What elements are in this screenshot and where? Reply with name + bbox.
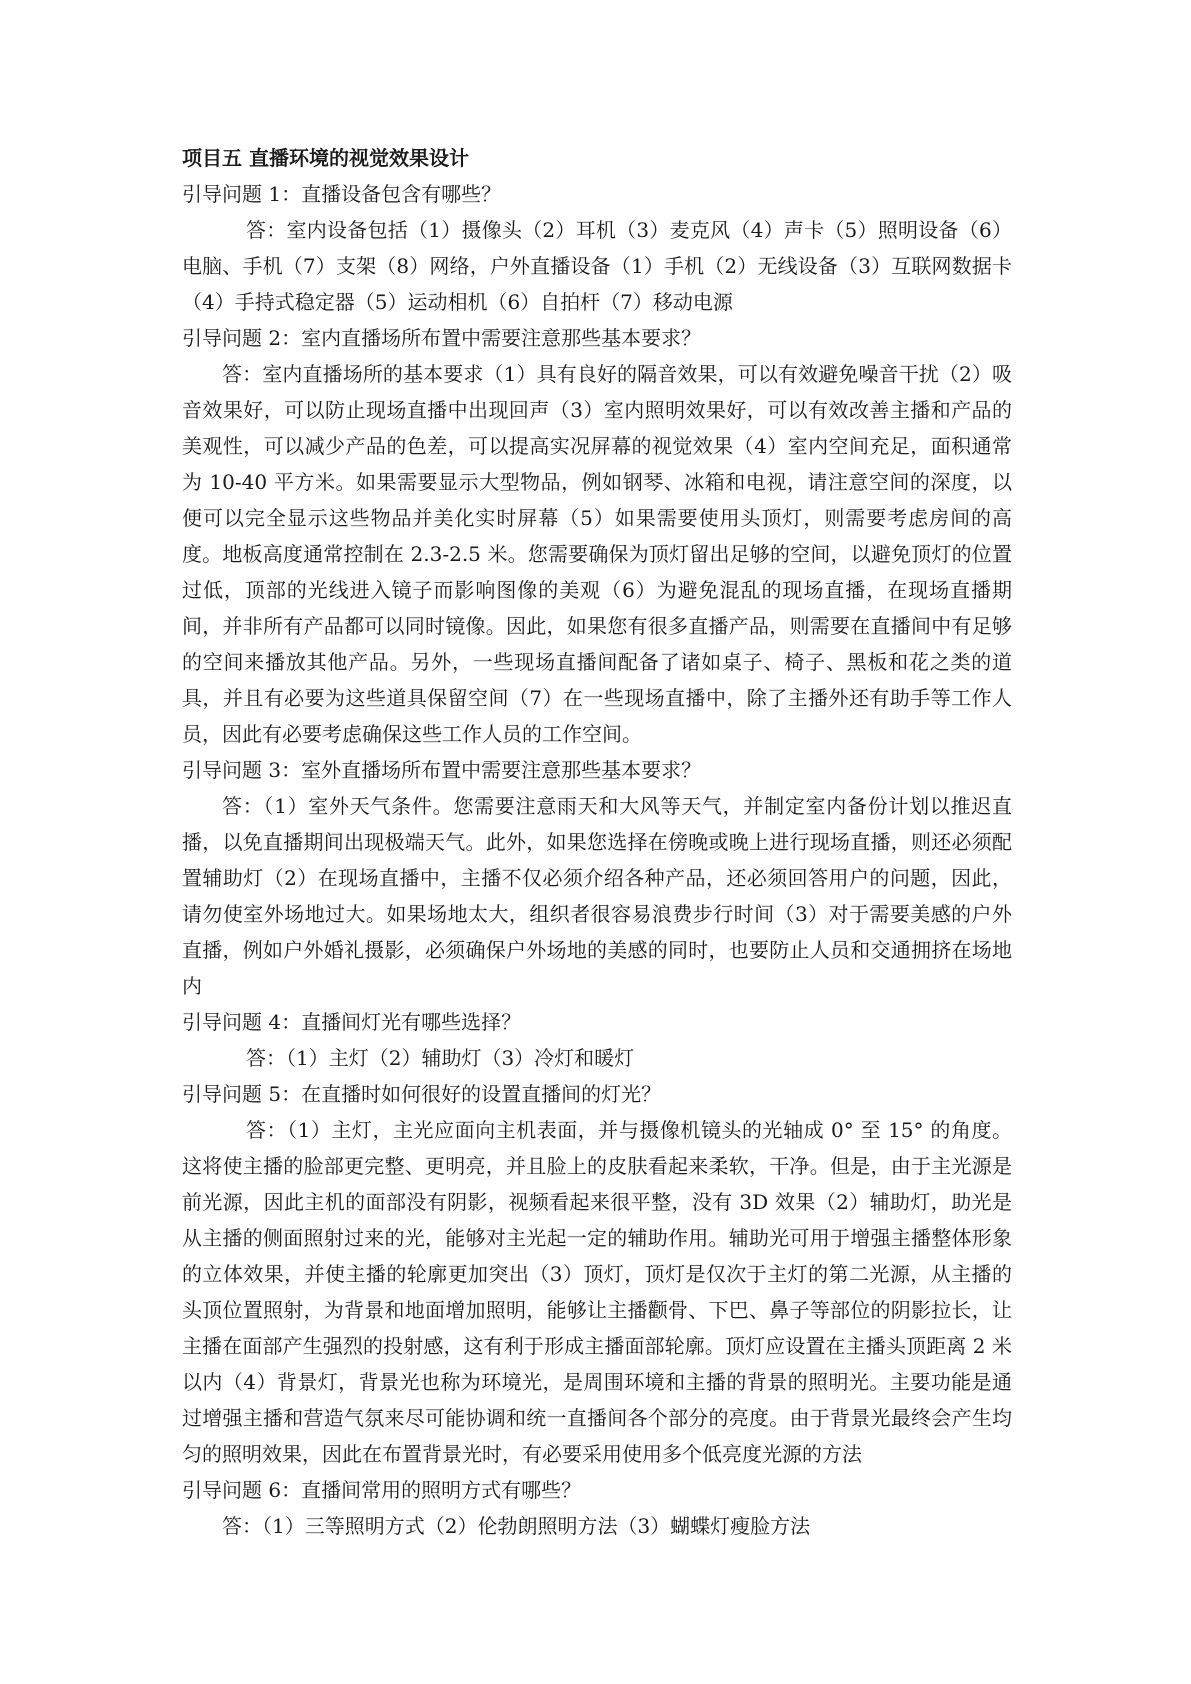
question-3: 引导问题 3：室外直播场所布置中需要注意那些基本要求？ [182, 758, 702, 782]
question-5: 引导问题 5：在直播时如何很好的设置直播间的灯光？ [182, 1082, 662, 1106]
answer-4: 答：（1）主灯（2）辅助灯（3）冷灯和暖灯 [246, 1046, 635, 1070]
question-2: 引导问题 2：室内直播场所布置中需要注意那些基本要求？ [182, 326, 702, 350]
answer-2: 答：室内直播场所的基本要求（1）具有良好的隔音效果，可以有效避免噪音干扰（2）吸音效果好，可以防止现场直播中出现回声（3）室内照明效果好，可以有效改善主播和产品的美观性，可以减少产品的色差，可以提高实况屏幕的视觉效果（4）室内空间充足，面积通常为 10-40 平方米。如果需要显示大型物品，例如钢琴、冰箱和电视，请注意空间的深度，以便可以完全显示这些物品并美化实时屏幕（5）如果需要使用头顶灯，则需要考虑房间的高度。地板高度通常控制在 2.3-2.5 米。您需要确保为顶灯留出足够的空间，以避免顶灯的位置过低，顶部的光线进入镜子而影响图像的美观（6）为避免混乱的现场直播，在现场直播期间，并非所有产品都可以同时镜像。因此，如果您有很多直播产品，则需要在直播间中有足够的空间来播放其他产品。另外，一些现场直播间配备了诸如桌子、椅子、黑板和花之类的道具，并且有必要为这些道具保留空间（7）在一些现场直播中，除了主播外还有助手等工作人员，因此有必要考虑确保这些工作人员的工作空间。 [182, 362, 1012, 746]
answer-3: 答：（1）室外天气条件。您需要注意雨天和大风等天气，并制定室内备份计划以推迟直播，以免直播期间出现极端天气。此外，如果您选择在傍晚或晚上进行现场直播，则还必须配置辅助灯（2）在现场直播中，主播不仅必须介绍各种产品，还必须回答用户的问题，因此，请勿使室外场地过大。如果场地太大，组织者很容易浪费步行时间（3）对于需要美感的户外直播，例如户外婚礼摄影，必须确保户外场地的美感的同时，也要防止人员和交通拥挤在场地内 [182, 794, 1012, 998]
document-page [182, 140, 1012, 1544]
question-1: 引导问题 1：直播设备包含有哪些？ [182, 182, 502, 206]
question-6: 引导问题 6：直播间常用的照明方式有哪些？ [182, 1478, 582, 1502]
question-4: 引导问题 4：直播间灯光有哪些选择？ [182, 1010, 522, 1034]
answer-6: 答：（1）三等照明方式（2）伦勃朗照明方法（3）蝴蝶灯瘦脸方法 [222, 1514, 811, 1538]
answer-1: 答：室内设备包括（1）摄像头（2）耳机（3）麦克风（4）声卡（5）照明设备（6）电脑、手机（7）支架（8）网络，户外直播设备（1）手机（2）无线设备（3）互联网数据卡（4）手持式稳定器（5）运动相机（6）自拍杆（7）移动电源 [182, 218, 1012, 314]
answer-5: 答：（1）主灯，主光应面向主机表面，并与摄像机镜头的光轴成 0° 至 15° 的角度。这将使主播的脸部更完整、更明亮，并且脸上的皮肤看起来柔软，干净。但是，由于主光源是前光源，因此主机的面部没有阴影，视频看起来很平整，没有 3D 效果（2）辅助灯，助光是从主播的侧面照射过来的光，能够对主光起一定的辅助作用。辅助光可用于增强主播整体形象的立体效果，并使主播的轮廓更加突出（3）顶灯，顶灯是仅次于主灯的第二光源，从主播的头顶位置照射，为背景和地面增加照明，能够让主播颧骨、下巴、鼻子等部位的阴影拉长，让主播在面部产生强烈的投射感，这有利于形成主播面部轮廓。顶灯应设置在主播头顶距离 2 米以内（4）背景灯，背景光也称为环境光，是周围环境和主播的背景的照明光。主要功能是通过增强主播和营造气氛来尽可能协调和统一直播间各个部分的亮度。由于背景光最终会产生均匀的照明效果，因此在布置背景光时，有必要采用使用多个低亮度光源的方法 [182, 1118, 1012, 1466]
document-title: 项目五 直播环境的视觉效果设计 [182, 146, 469, 170]
